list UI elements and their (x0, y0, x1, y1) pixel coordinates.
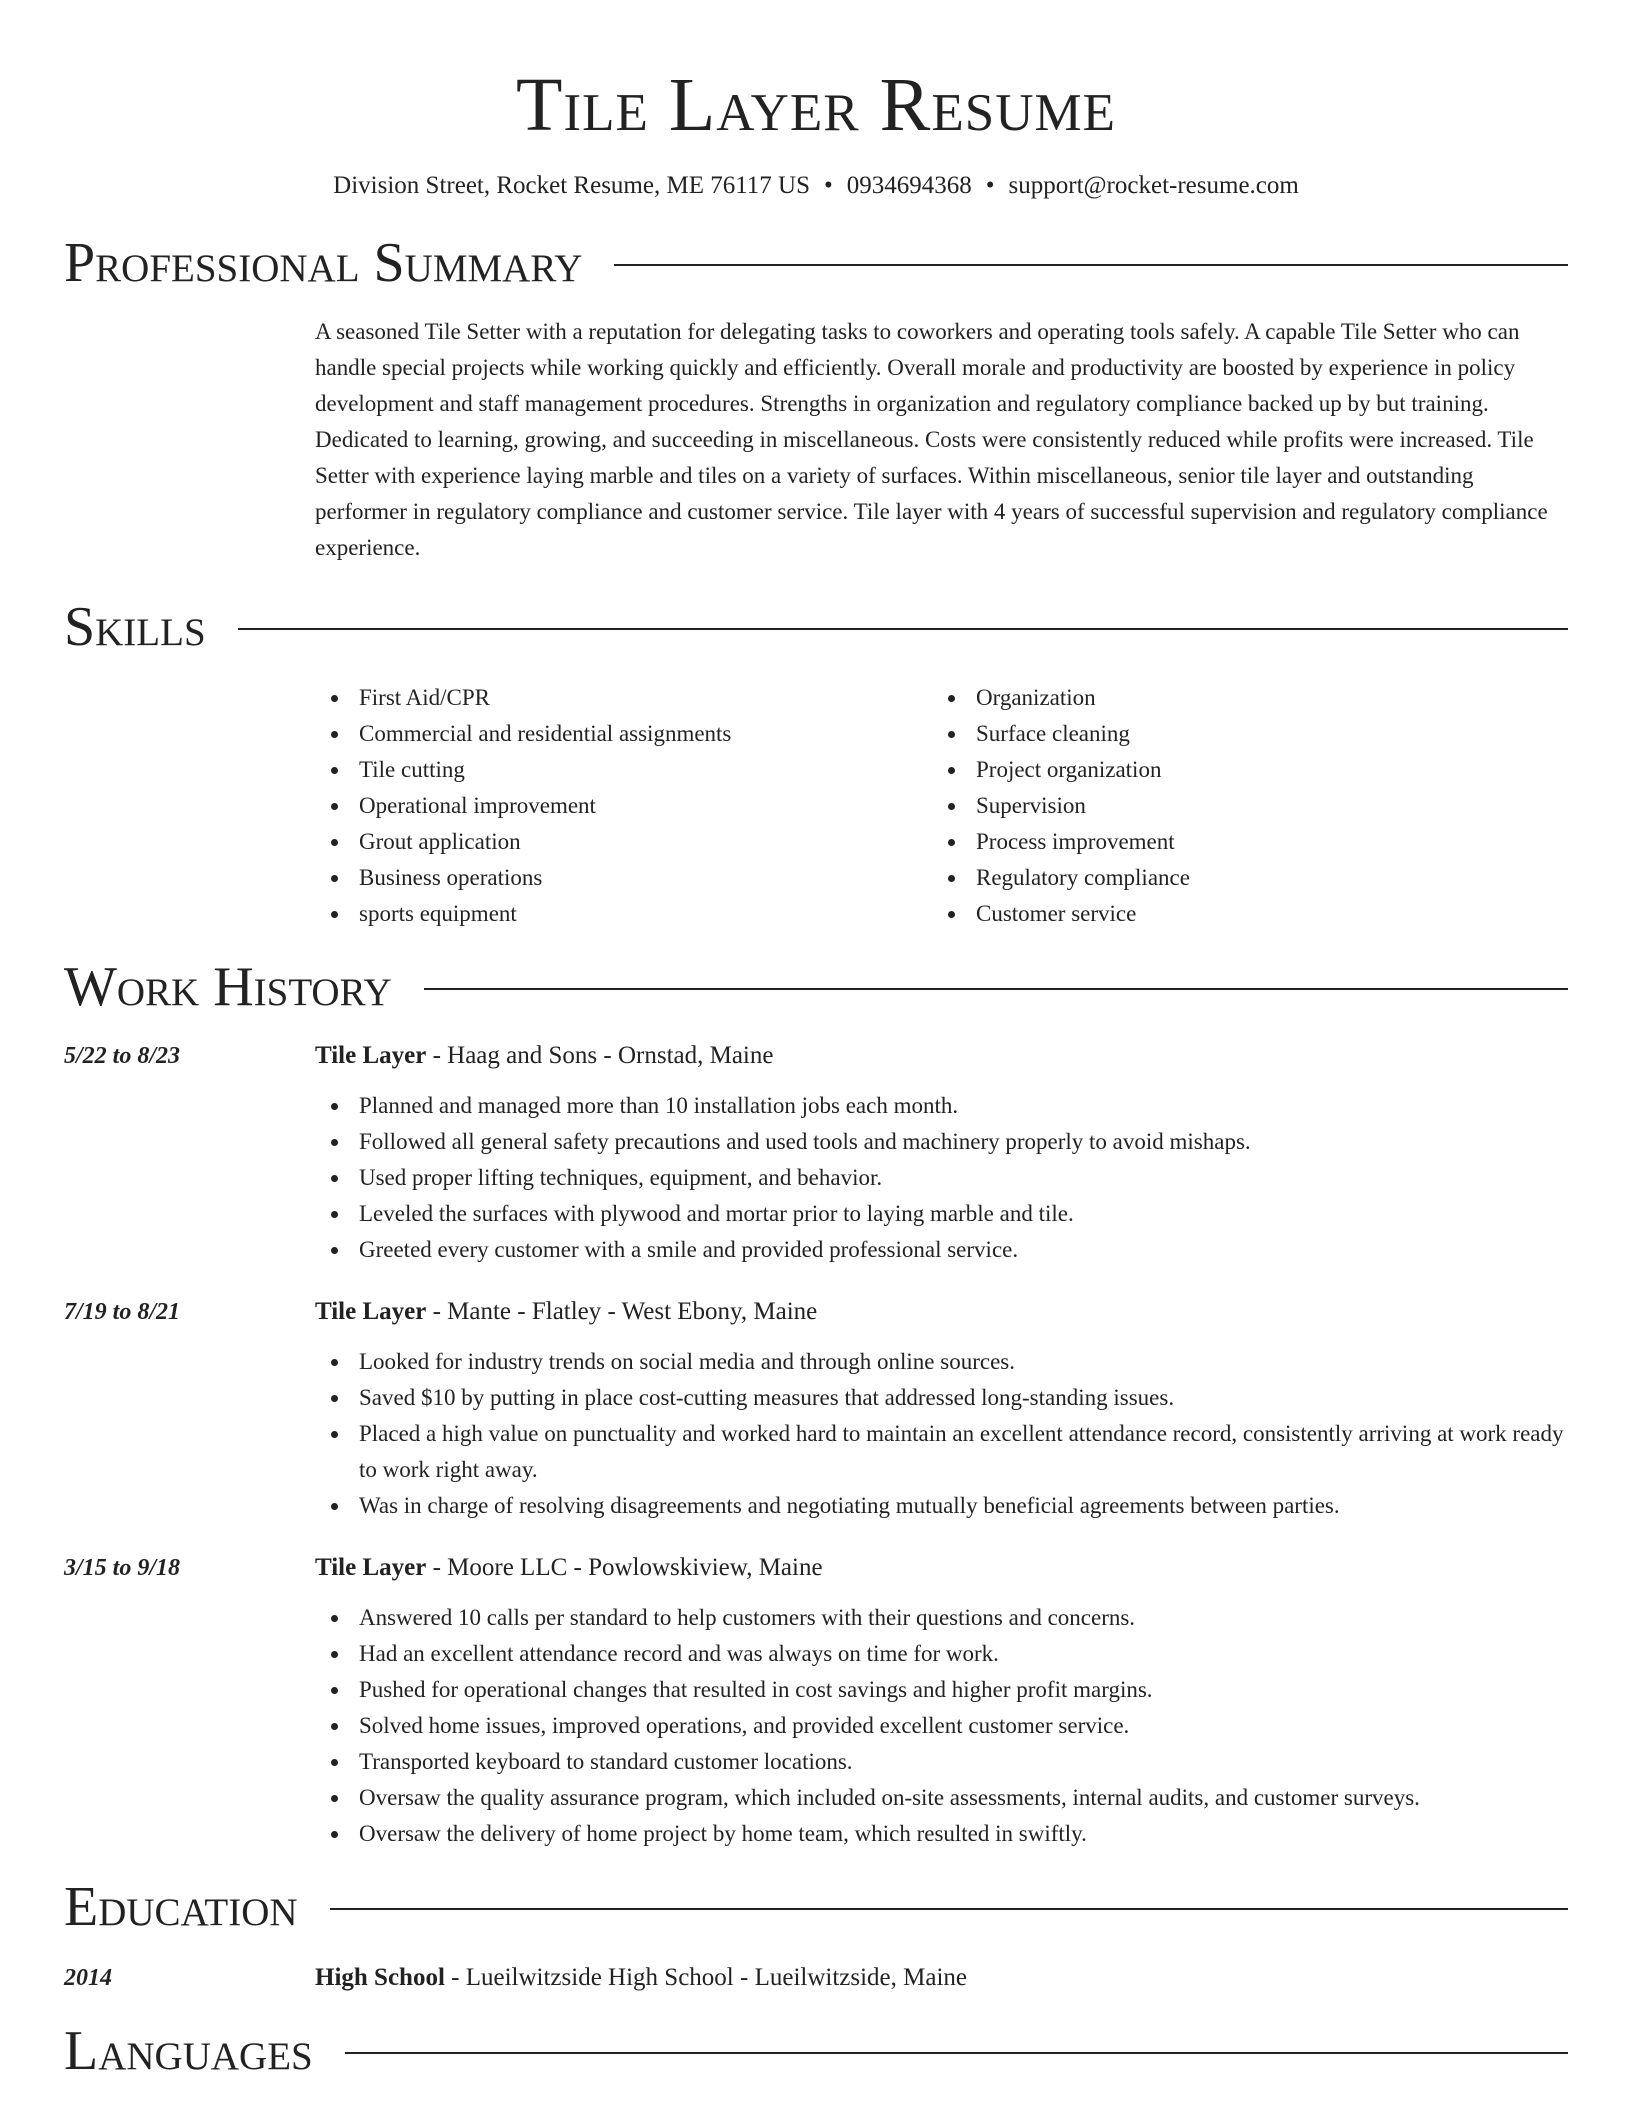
skill-item: Grout application (359, 824, 932, 860)
job-bullet: Planned and managed more than 10 installation jobs each month. (359, 1088, 1568, 1124)
section-divider (345, 2052, 1568, 2054)
skill-item: sports equipment (359, 896, 932, 932)
job-bullet: Was in charge of resolving disagreements and negotiating mutually beneficial agreements between parties. (359, 1488, 1568, 1524)
skill-item: First Aid/CPR (359, 680, 932, 716)
job-title: Tile Layer (315, 1298, 427, 1325)
job-bullets (315, 1344, 1568, 1524)
work-section-header (64, 954, 1568, 1020)
resume-title: Tile Layer Resume (516, 63, 1116, 147)
contact-separator: • (824, 172, 833, 199)
education-section-header (64, 1874, 1568, 1940)
job-bullet: Followed all general safety precautions and used tools and machinery properly to avoid mishaps. (359, 1124, 1568, 1160)
job-entry (64, 1294, 1568, 1524)
job-employer: - Mante - Flatley - West Ebony, Maine (426, 1298, 818, 1325)
job-body (315, 1038, 1568, 1268)
skill-item: Surface cleaning (976, 716, 1549, 752)
skill-item: Operational improvement (359, 788, 932, 824)
section-divider (614, 264, 1568, 266)
education-degree: High School (315, 1964, 445, 1991)
job-title: Tile Layer (315, 1554, 427, 1581)
job-bullet: Oversaw the quality assurance program, which included on-site assessments, internal audits, and customer surveys. (359, 1780, 1568, 1816)
job-bullet: Oversaw the delivery of home project by home team, which resulted in swiftly. (359, 1816, 1568, 1852)
job-dates: 3/15 to 9/18 (64, 1555, 181, 1581)
job-bullets (315, 1088, 1568, 1268)
job-bullets (315, 1600, 1568, 1852)
skills-section-header (64, 594, 1568, 660)
job-bullet: Looked for industry trends on social media and through online sources. (359, 1344, 1568, 1380)
skill-item: Business operations (359, 860, 932, 896)
job-bullet: Answered 10 calls per standard to help customers with their questions and concerns. (359, 1600, 1568, 1636)
job-bullet: Leveled the surfaces with plywood and mortar prior to laying marble and tile. (359, 1196, 1568, 1232)
job-bullet: Solved home issues, improved operations, and provided excellent customer service. (359, 1708, 1568, 1744)
contact-email: support@rocket-resume.com (1008, 172, 1299, 199)
job-body (315, 1550, 1568, 1852)
job-title: Tile Layer (315, 1042, 427, 1069)
skill-item: Organization (976, 680, 1549, 716)
job-dates: 5/22 to 8/23 (64, 1043, 181, 1069)
job-entry (64, 1038, 1568, 1268)
contact-line (64, 170, 1568, 202)
job-heading (315, 1550, 1568, 1586)
job-bullet: Placed a high value on punctuality and worked hard to maintain an excellent attendance record, consistently arriving at work ready to work right away. (359, 1416, 1568, 1488)
job-bullet: Had an excellent attendance record and was always on time for work. (359, 1636, 1568, 1672)
job-bullet: Pushed for operational changes that resulted in cost savings and higher profit margins. (359, 1672, 1568, 1708)
skill-item: Supervision (976, 788, 1549, 824)
skill-item: Process improvement (976, 824, 1549, 860)
job-bullet: Used proper lifting techniques, equipment, and behavior. (359, 1160, 1568, 1196)
skill-item: Commercial and residential assignments (359, 716, 932, 752)
skills-grid (315, 680, 1568, 932)
job-heading (315, 1294, 1568, 1330)
summary-section-header (64, 230, 1568, 296)
job-employer: - Haag and Sons - Ornstad, Maine (426, 1042, 774, 1069)
job-entry (64, 1550, 1568, 1852)
summary-heading: Professional Summary (64, 232, 583, 294)
education-body (315, 1960, 1568, 1996)
skill-item: Tile cutting (359, 752, 932, 788)
resume-page (64, 0, 1568, 2084)
contact-phone: 0934694368 (846, 172, 972, 199)
job-bullet: Saved $10 by putting in place cost-cutting measures that addressed long-standing issues. (359, 1380, 1568, 1416)
work-heading: Work History (64, 956, 392, 1018)
job-bullet: Greeted every customer with a smile and provided professional service. (359, 1232, 1568, 1268)
section-divider (330, 1908, 1568, 1910)
job-dates: 7/19 to 8/21 (64, 1299, 181, 1325)
education-heading: Education (64, 1876, 298, 1938)
skills-column-left (315, 680, 932, 932)
job-heading (315, 1038, 1568, 1074)
skill-item: Customer service (976, 896, 1549, 932)
job-employer: - Moore LLC - Powlowskiview, Maine (426, 1554, 823, 1581)
section-divider (238, 628, 1568, 630)
education-entry (64, 1960, 1568, 1996)
section-divider (424, 988, 1568, 990)
languages-heading: Languages (64, 2020, 313, 2082)
education-year: 2014 (64, 1965, 112, 1991)
contact-address: Division Street, Rocket Resume, ME 76117 US (333, 172, 810, 199)
languages-section-header (64, 2018, 1568, 2084)
skill-item: Regulatory compliance (976, 860, 1549, 896)
education-heading-line (315, 1960, 1568, 1996)
skill-item: Project organization (976, 752, 1549, 788)
job-body (315, 1294, 1568, 1524)
contact-separator: • (985, 172, 995, 199)
job-bullet: Transported keyboard to standard customer locations. (359, 1744, 1568, 1780)
skills-heading: Skills (64, 596, 206, 658)
education-school: - Lueilwitzside High School - Lueilwitzside, Maine (444, 1964, 968, 1991)
summary-text: A seasoned Tile Setter with a reputation for delegating tasks to coworkers and operating tools safely. A capable Tile Setter who can handle special projects while working quickly and efficiently. Overall morale and productivity are boosted by experience in policy development and staff management procedures. Strengths in organization and regulatory compliance backed up by but training. Dedicated to learning, growing, and succeeding in miscellaneous. Costs were consistently reduced while profits were increased. Tile Setter with experience laying marble and tiles on a variety of surfaces. Within miscellaneous, senior tile layer and outstanding performer in regulatory compliance and customer service. Tile layer with 4 years of successful supervision and regulatory compliance experience. (315, 319, 1548, 560)
skills-column-right (932, 680, 1549, 932)
